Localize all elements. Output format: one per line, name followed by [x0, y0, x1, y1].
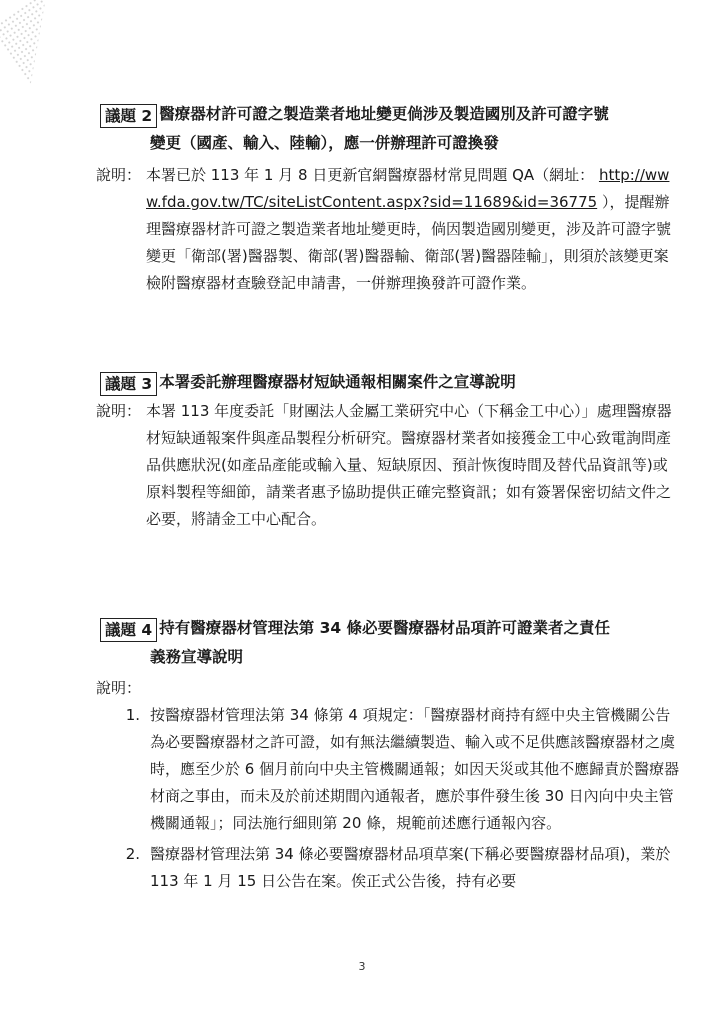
list-item-text: 按醫療器材管理法第 34 條第 4 項規定：「醫療器材商持有經中央主管機關公告為必要醫療器材之許可證，如有無法繼續製造、輸入或不足供應該醫療器材之虞時，應至少於 6 個月前向中央主管機關通報；如因天災或其他不應歸責於醫療器材商之事由，而未及於前述期間內通報者，應於事件發生後 30 日內向中央主管機關通報」；同法施行細則第 20 條，規範前述應行通報內容。	[150, 706, 680, 832]
agenda-3-title: 本署委託辦理醫療器材短缺通報相關案件之宣導說明	[159, 373, 516, 391]
agenda-2-heading	[100, 104, 680, 128]
list-item-text: 醫療器材管理法第 34 條必要醫療器材品項草案(下稱必要醫療器材品項)，業於 113 年 1 月 15 日公告在案。俟正式公告後，持有必要	[150, 845, 671, 890]
agenda-3-desc-text: 本署 113 年度委託「財團法人金屬工業研究中心（下稱金工中心）」處理醫療器材短缺通報案件與產品製程分析研究。醫療器材業者如接獲金工中心致電詢問產品供應狀況(如產品產能或輸入量、短缺原因、預計恢復時間及替代品資訊等)或原料製程等細節，請業者惠予協助提供正確完整資訊；如有簽署保密切結文件之必要，將請金工中心配合。	[146, 402, 672, 528]
agenda-2-title-line2: 變更（國產、輸入、陸輸），應一併辦理許可證換發	[150, 134, 499, 152]
agenda-4-description	[96, 675, 680, 702]
agenda-2-title-line1: 醫療器材許可證之製造業者地址變更倘涉及製造國別及許可證字號	[159, 105, 609, 123]
agenda-item-3	[96, 372, 680, 533]
agenda-3-desc-label: 說明：	[96, 402, 142, 420]
agenda-item-2	[96, 104, 680, 297]
agenda-4-list	[100, 702, 680, 895]
agenda-4-title-line2: 義務宣導說明	[150, 648, 244, 666]
agenda-3-description	[96, 398, 680, 533]
scan-corner-marks	[0, 0, 88, 86]
agenda-3-label: 議題 3	[100, 372, 157, 396]
list-item	[100, 702, 680, 837]
agenda-4-heading	[100, 618, 680, 642]
list-item	[100, 841, 680, 895]
list-item-number: 2.	[125, 845, 140, 863]
agenda-2-desc-label: 說明：	[96, 166, 142, 184]
agenda-item-4	[96, 618, 680, 895]
fda-url-link[interactable]: http://www.fda.gov.tw/TC/siteListContent.aspx?sid=11689&id=36775	[146, 166, 670, 211]
page-number: 3	[358, 960, 366, 973]
agenda-2-desc-pre: 本署已於 113 年 1 月 8 日更新官網醫療器材常見問題 QA（網址：	[146, 166, 595, 184]
agenda-3-heading	[100, 372, 680, 396]
agenda-2-desc-text	[146, 162, 680, 297]
agenda-2-desc-post: ），提醒辦理醫療器材許可證之製造業者地址變更時，倘因製造國別變更，涉及許可證字號變更「衛部(署)醫器製、衛部(署)醫器輸、衛部(署)醫器陸輸」，則須於該變更案檢附醫療器材查驗登記申請書，一併辦理換發許可證作業。	[146, 193, 672, 292]
agenda-4-title-line1: 持有醫療器材管理法第 34 條必要醫療器材品項許可證業者之責任	[159, 619, 611, 637]
agenda-4-label: 議題 4	[100, 618, 157, 642]
agenda-2-label: 議題 2	[100, 104, 157, 128]
agenda-2-description	[96, 162, 680, 297]
list-item-number: 1.	[125, 706, 140, 724]
agenda-4-desc-label: 說明：	[96, 679, 142, 697]
